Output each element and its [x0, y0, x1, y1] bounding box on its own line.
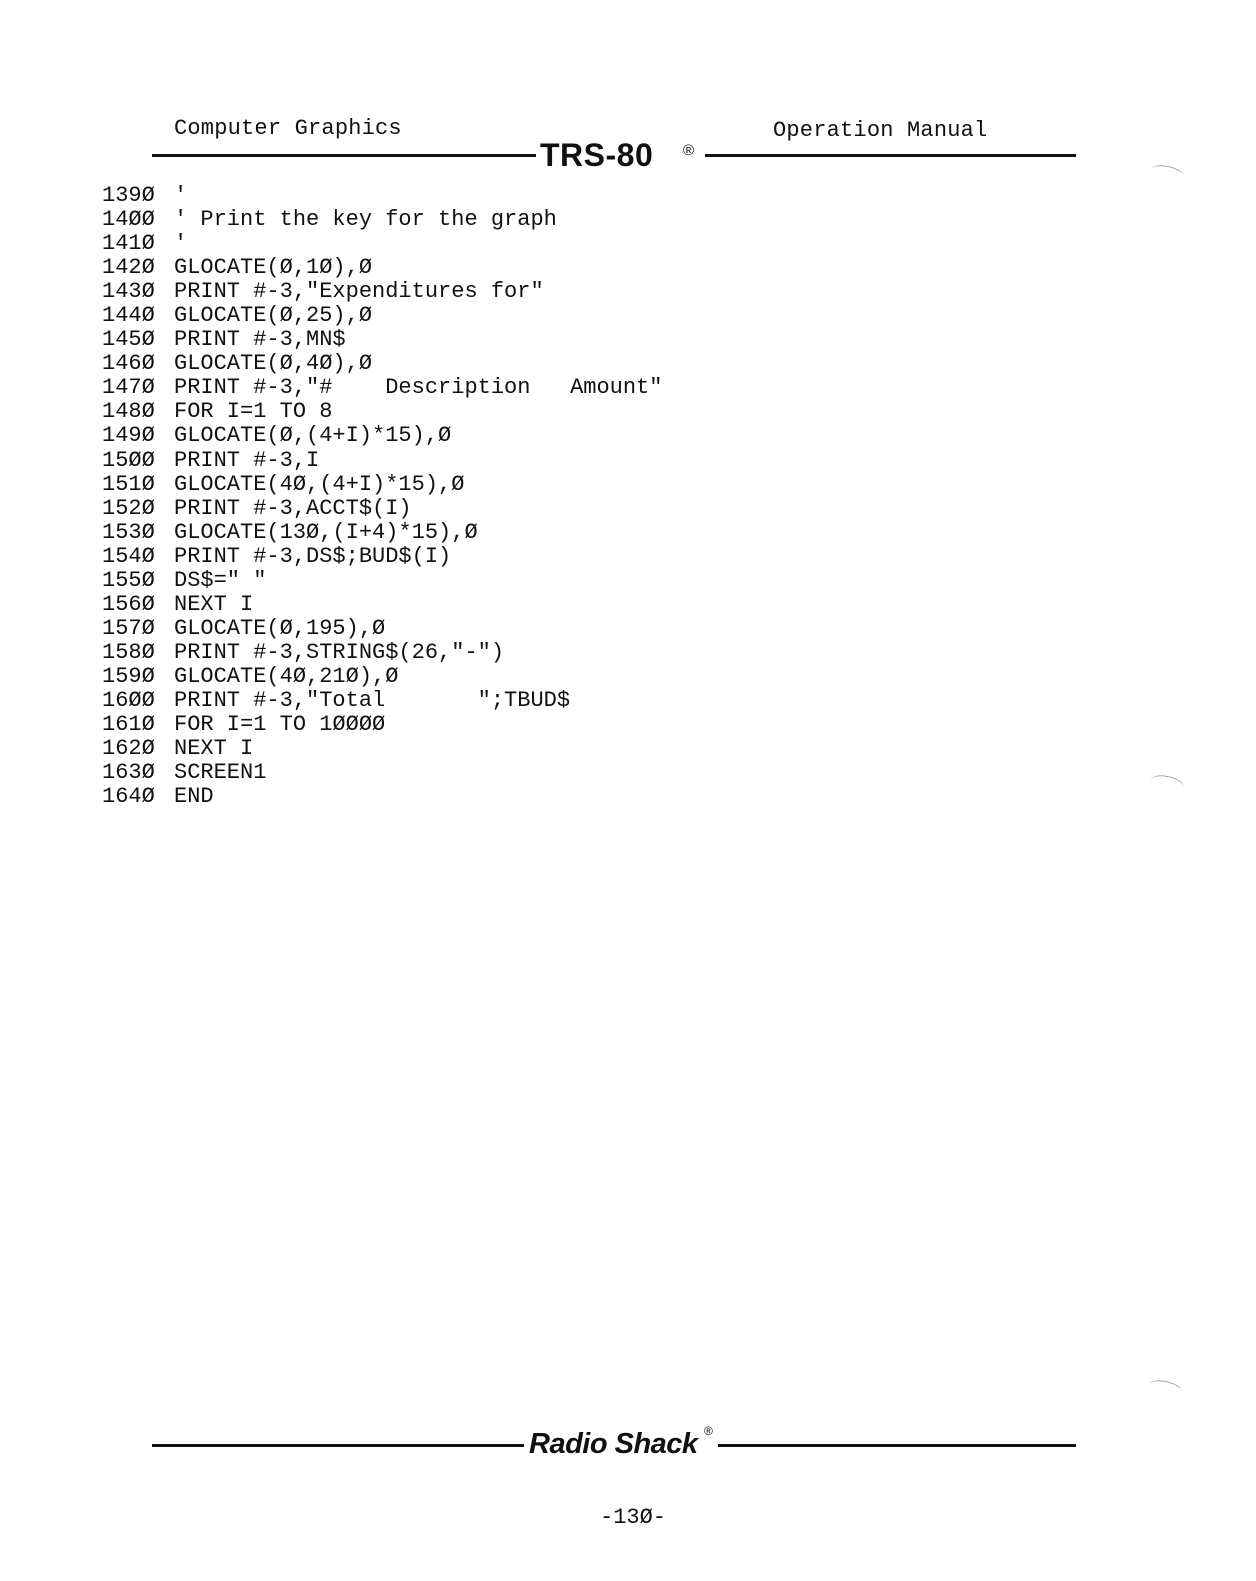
line-code: GLOCATE(Ø,25),Ø [174, 303, 373, 329]
line-code: ' Print the key for the graph [174, 207, 557, 233]
header-rule-right [705, 154, 1076, 157]
code-line [102, 232, 662, 256]
basic-program-listing [102, 184, 662, 809]
line-number: 154Ø [102, 543, 155, 569]
line-number: 14ØØ [102, 207, 155, 233]
line-number: 161Ø [102, 712, 155, 738]
code-line [102, 689, 662, 713]
code-line [102, 473, 662, 497]
code-line [102, 497, 662, 521]
line-code: END [174, 784, 214, 810]
code-line [102, 376, 662, 400]
line-number: 152Ø [102, 495, 155, 521]
line-code: NEXT I [174, 736, 254, 762]
trs80-registered-mark: ® [683, 142, 695, 159]
line-number: 139Ø [102, 183, 155, 208]
code-line [102, 785, 662, 809]
line-code: PRINT #-3,STRING$(26,"-") [174, 639, 505, 665]
line-code: PRINT #-3,MN$ [174, 327, 346, 353]
line-number: 149Ø [102, 423, 155, 449]
line-number: 142Ø [102, 255, 155, 281]
code-line [102, 184, 662, 208]
line-code: GLOCATE(4Ø,21Ø),Ø [174, 663, 399, 689]
code-line [102, 761, 662, 785]
line-code: DS$=" " [174, 567, 267, 593]
line-code: PRINT #-3,ACCT$(I) [174, 495, 412, 521]
code-line [102, 449, 662, 473]
line-code: GLOCATE(Ø,195),Ø [174, 615, 386, 641]
line-number: 146Ø [102, 351, 155, 377]
line-code: FOR I=1 TO 1ØØØØ [174, 712, 386, 738]
binder-hole-mark-bottom [1147, 1378, 1183, 1400]
code-line [102, 256, 662, 280]
code-line [102, 280, 662, 304]
line-code: ' [174, 183, 188, 208]
code-line [102, 304, 662, 328]
line-number: 147Ø [102, 375, 155, 401]
line-code: GLOCATE(Ø,(4+I)*15),Ø [174, 423, 452, 449]
line-number: 162Ø [102, 736, 155, 762]
code-line [102, 545, 662, 569]
line-number: 145Ø [102, 327, 155, 353]
line-number: 153Ø [102, 519, 155, 545]
line-code: PRINT #-3,DS$;BUD$(I) [174, 543, 452, 569]
code-line [102, 593, 662, 617]
page-number: -13Ø- [600, 1505, 667, 1530]
code-line [102, 424, 662, 448]
line-number: 151Ø [102, 471, 155, 497]
line-number: 15ØØ [102, 447, 155, 473]
trs80-logo: TRS-80 [540, 137, 654, 173]
line-number: 156Ø [102, 591, 155, 617]
binder-hole-mark-top [1149, 163, 1185, 185]
code-line [102, 400, 662, 424]
radio-shack-logo: Radio Shack [529, 1428, 698, 1460]
line-number: 158Ø [102, 639, 155, 665]
footer-rule-left [152, 1444, 524, 1447]
code-line [102, 208, 662, 232]
line-code: PRINT #-3,I [174, 447, 320, 473]
line-code: GLOCATE(Ø,4Ø),Ø [174, 351, 373, 377]
line-code: GLOCATE(4Ø,(4+I)*15),Ø [174, 471, 465, 497]
line-code: ' [174, 231, 188, 257]
radio-shack-registered-mark: ® [704, 1424, 713, 1438]
line-number: 148Ø [102, 399, 155, 425]
line-number: 155Ø [102, 567, 155, 593]
line-code: SCREEN1 [174, 760, 267, 786]
line-code: PRINT #-3,"Total ";TBUD$ [174, 687, 571, 713]
header-rule-left [152, 154, 536, 157]
code-line [102, 641, 662, 665]
line-code: FOR I=1 TO 8 [174, 399, 333, 425]
line-code: PRINT #-3,"Expenditures for" [174, 279, 544, 305]
code-line [102, 569, 662, 593]
line-number: 144Ø [102, 303, 155, 329]
header-section-title: Computer Graphics [174, 116, 402, 141]
line-number: 141Ø [102, 231, 155, 257]
line-number: 16ØØ [102, 687, 155, 713]
line-code: GLOCATE(Ø,1Ø),Ø [174, 255, 373, 281]
code-line [102, 352, 662, 376]
line-code: NEXT I [174, 591, 254, 617]
header-manual-title: Operation Manual [773, 118, 988, 143]
line-code: GLOCATE(13Ø,(I+4)*15),Ø [174, 519, 478, 545]
line-number: 157Ø [102, 615, 155, 641]
line-number: 164Ø [102, 784, 155, 810]
footer-rule-right [718, 1444, 1076, 1447]
code-line [102, 617, 662, 641]
line-code: PRINT #-3,"# Description Amount" [174, 375, 663, 401]
code-line [102, 713, 662, 737]
line-number: 159Ø [102, 663, 155, 689]
line-number: 163Ø [102, 760, 155, 786]
line-number: 143Ø [102, 279, 155, 305]
code-line [102, 665, 662, 689]
binder-hole-mark-middle [1149, 773, 1185, 795]
code-line [102, 521, 662, 545]
code-line [102, 737, 662, 761]
code-line [102, 328, 662, 352]
